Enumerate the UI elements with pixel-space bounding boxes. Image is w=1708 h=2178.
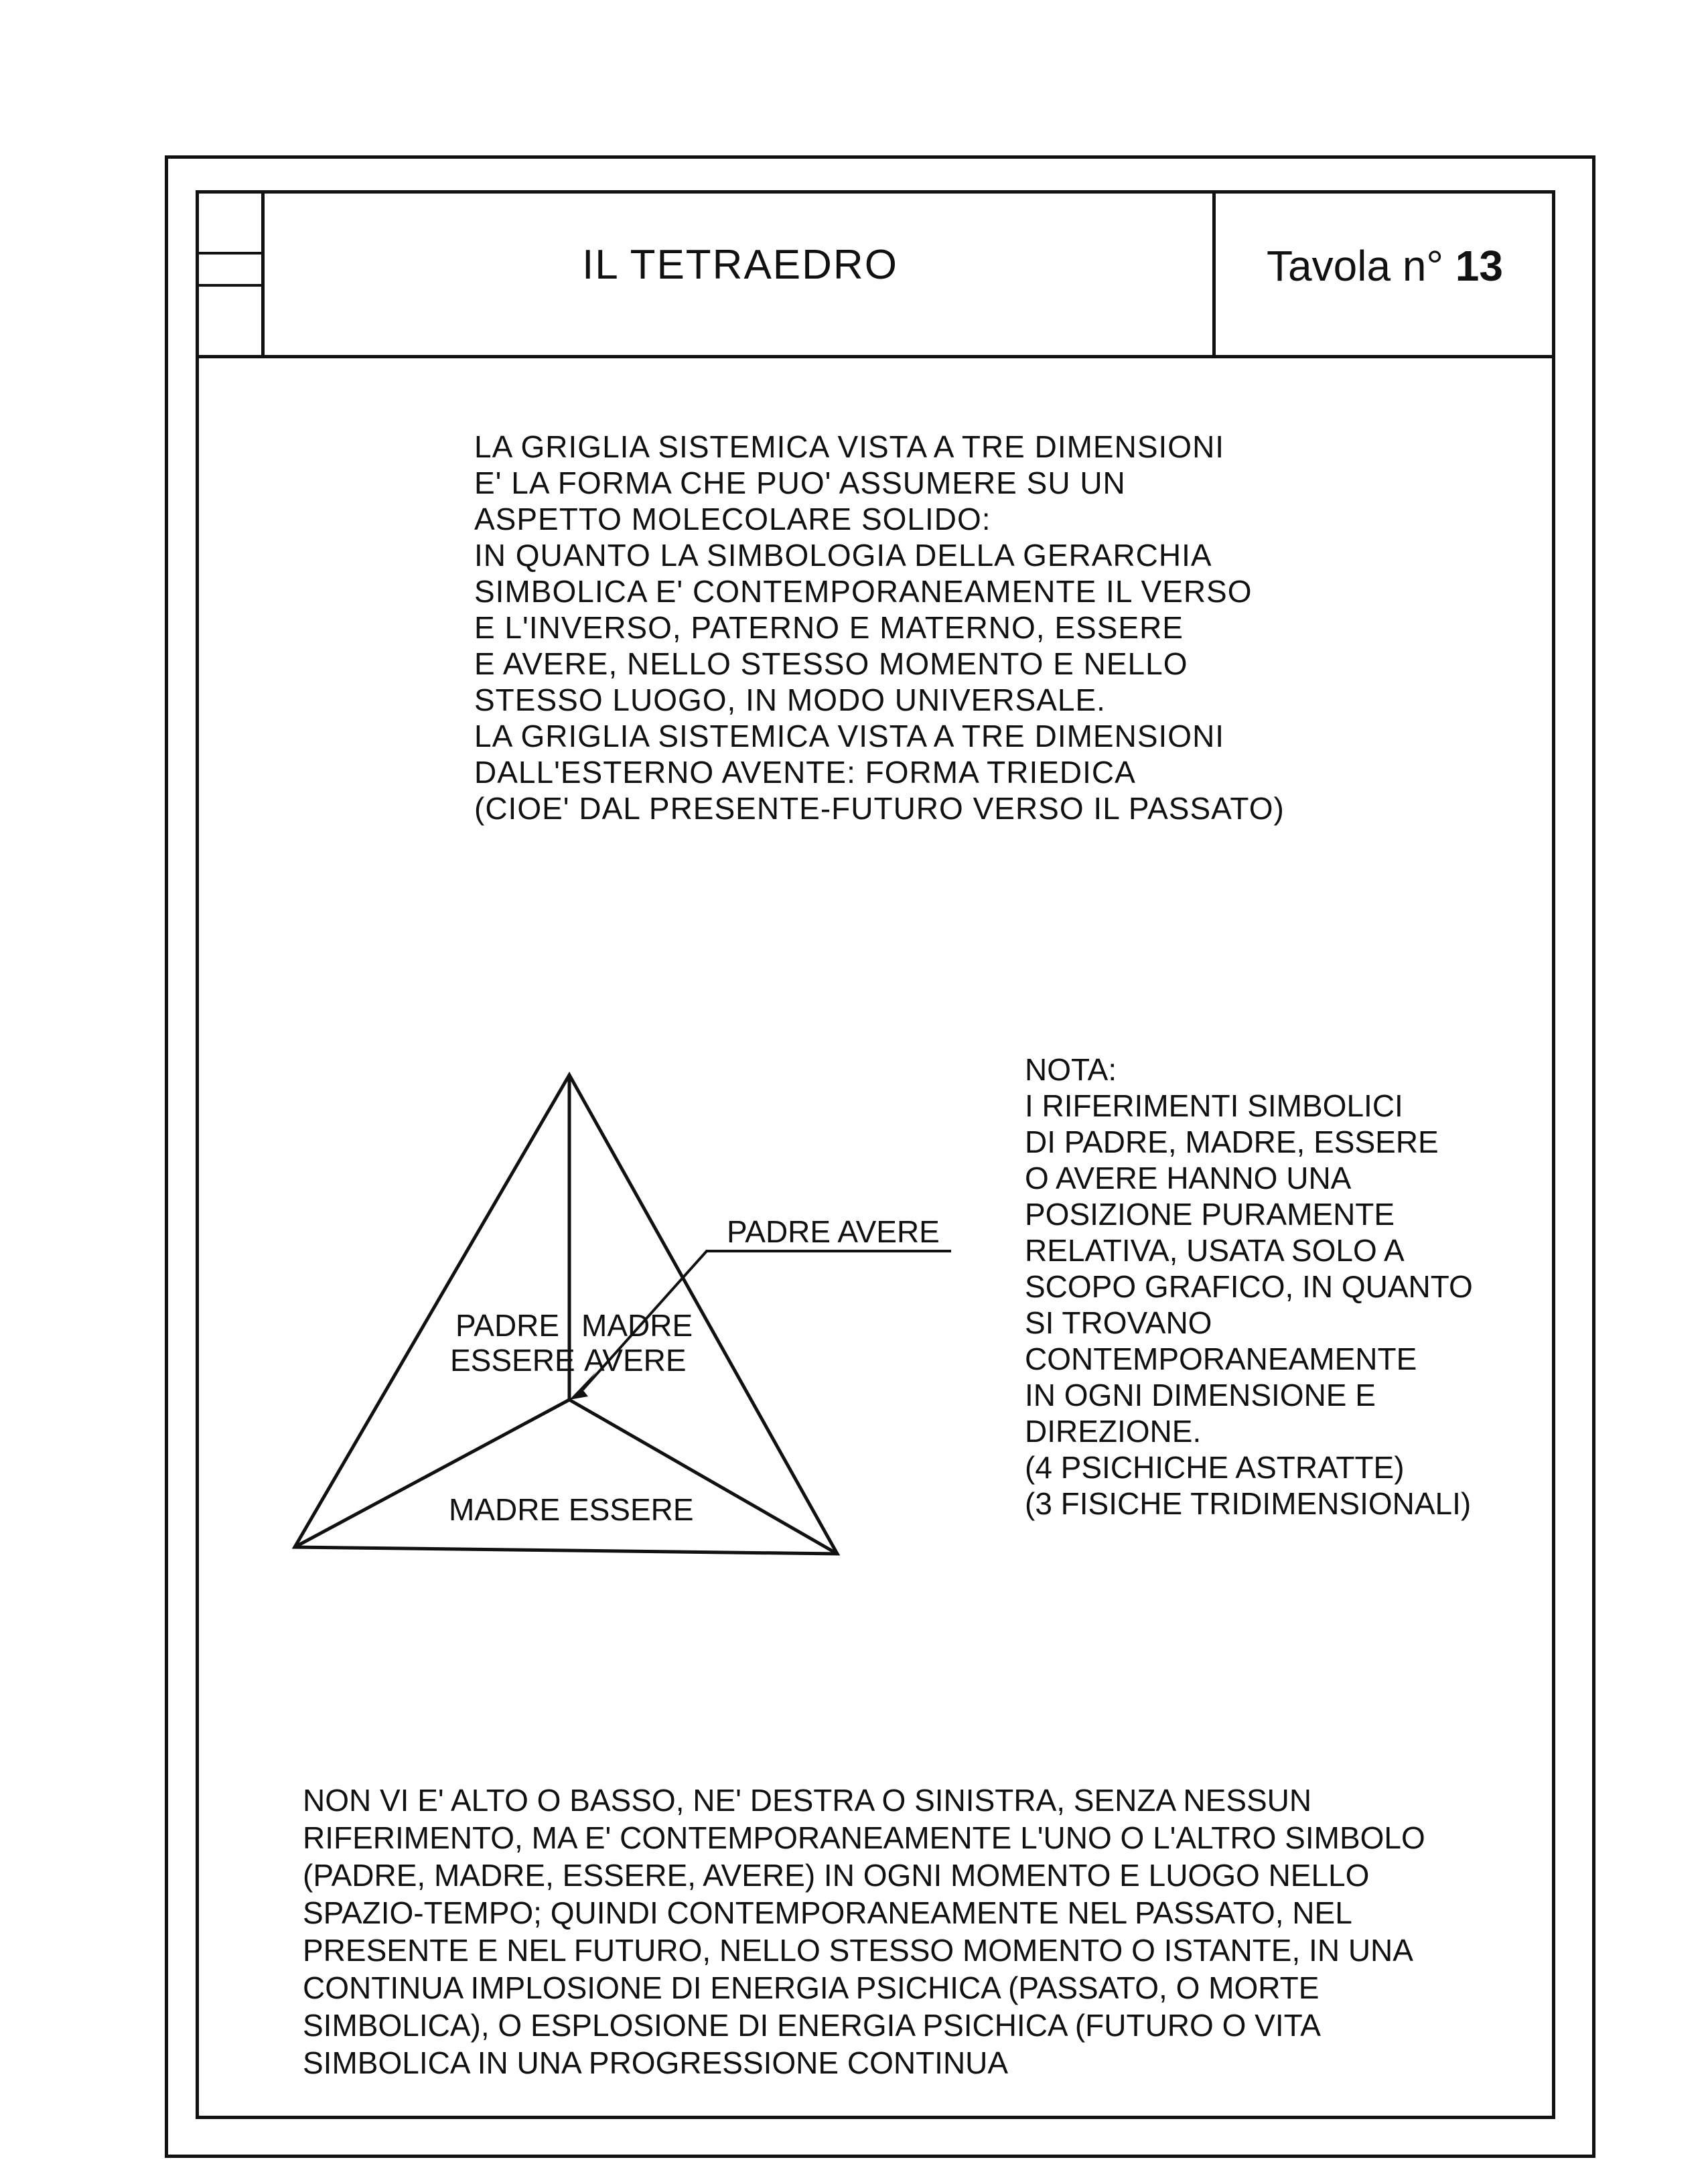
intro-line: SIMBOLICA E' CONTEMPORANEAMENTE IL VERSO	[474, 574, 1253, 609]
label-padre-avere: PADRE AVERE	[727, 1214, 940, 1249]
note-line: IN OGNI DIMENSIONE E	[1025, 1378, 1376, 1412]
plate-number-value: 13	[1455, 242, 1503, 290]
intro-line: DALL'ESTERNO AVENTE: FORMA TRIEDICA	[474, 755, 1136, 790]
page-title: IL TETRAEDRO	[582, 242, 898, 288]
note-block	[1025, 1051, 1473, 1522]
label-padre-essere-line2: ESSERE	[450, 1343, 575, 1378]
bottom-line: SIMBOLICA), O ESPLOSIONE DI ENERGIA PSICHICA (FUTURO O VITA	[303, 2008, 1321, 2043]
note-line: O AVERE HANNO UNA	[1025, 1161, 1352, 1195]
bottom-line: PRESENTE E NEL FUTURO, NELLO STESSO MOMENTO O ISTANTE, IN UNA	[303, 1933, 1413, 1968]
label-madre-avere-line2: AVERE	[584, 1343, 687, 1378]
bottom-paragraph	[303, 1782, 1425, 2082]
bottom-line: RIFERIMENTO, MA E' CONTEMPORANEAMENTE L'UNO O L'ALTRO SIMBOLO	[303, 1820, 1425, 1855]
intro-line: LA GRIGLIA SISTEMICA VISTA A TRE DIMENSIONI	[474, 719, 1225, 753]
note-line: I RIFERIMENTI SIMBOLICI	[1025, 1088, 1403, 1123]
note-line: SI TROVANO	[1025, 1305, 1212, 1340]
bottom-line: SIMBOLICA IN UNA PROGRESSIONE CONTINUA	[303, 2045, 1009, 2080]
intro-line: E' LA FORMA CHE PUO' ASSUMERE SU UN	[474, 465, 1126, 500]
tetrahedron-edge-right	[569, 1400, 837, 1554]
note-line: NOTA:	[1025, 1052, 1117, 1087]
intro-line: ASPETTO MOLECOLARE SOLIDO:	[474, 502, 991, 536]
note-line: SCOPO GRAFICO, IN QUANTO	[1025, 1269, 1473, 1304]
note-line: CONTEMPORANEAMENTE	[1025, 1341, 1417, 1376]
note-line: (3 FISICHE TRIDIMENSIONALI)	[1025, 1486, 1472, 1521]
label-padre-essere-line1: PADRE	[455, 1308, 560, 1343]
note-line: POSIZIONE PURAMENTE	[1025, 1197, 1395, 1232]
bottom-line: NON VI E' ALTO O BASSO, NE' DESTRA O SINISTRA, SENZA NESSUN	[303, 1783, 1312, 1818]
note-line: (4 PSICHICHE ASTRATTE)	[1025, 1450, 1405, 1485]
tetrahedron-outline	[295, 1075, 837, 1554]
note-line: RELATIVA, USATA SOLO A	[1025, 1233, 1405, 1268]
note-line: DIREZIONE.	[1025, 1414, 1202, 1449]
intro-line: (CIOE' DAL PRESENTE-FUTURO VERSO IL PASSATO)	[474, 791, 1285, 826]
intro-line: E AVERE, NELLO STESSO MOMENTO E NELLO	[474, 646, 1188, 681]
label-madre-essere: MADRE ESSERE	[449, 1492, 694, 1527]
intro-line: STESSO LUOGO, IN MODO UNIVERSALE.	[474, 682, 1106, 717]
intro-line: IN QUANTO LA SIMBOLOGIA DELLA GERARCHIA	[474, 538, 1212, 573]
intro-line: E L'INVERSO, PATERNO E MATERNO, ESSERE	[474, 610, 1184, 645]
label-madre-avere-line1: MADRE	[581, 1308, 693, 1343]
intro-line: LA GRIGLIA SISTEMICA VISTA A TRE DIMENSIONI	[474, 429, 1225, 464]
bottom-line: CONTINUA IMPLOSIONE DI ENERGIA PSICHICA (PASSATO, O MORTE	[303, 1970, 1320, 2005]
bottom-line: SPAZIO-TEMPO; QUINDI CONTEMPORANEAMENTE NEL PASSATO, NEL	[303, 1895, 1352, 1930]
plate-label: Tavola n°	[1267, 242, 1443, 290]
bottom-line: (PADRE, MADRE, ESSERE, AVERE) IN OGNI MOMENTO E LUOGO NELLO	[303, 1858, 1370, 1893]
note-line: DI PADRE, MADRE, ESSERE	[1025, 1124, 1439, 1159]
